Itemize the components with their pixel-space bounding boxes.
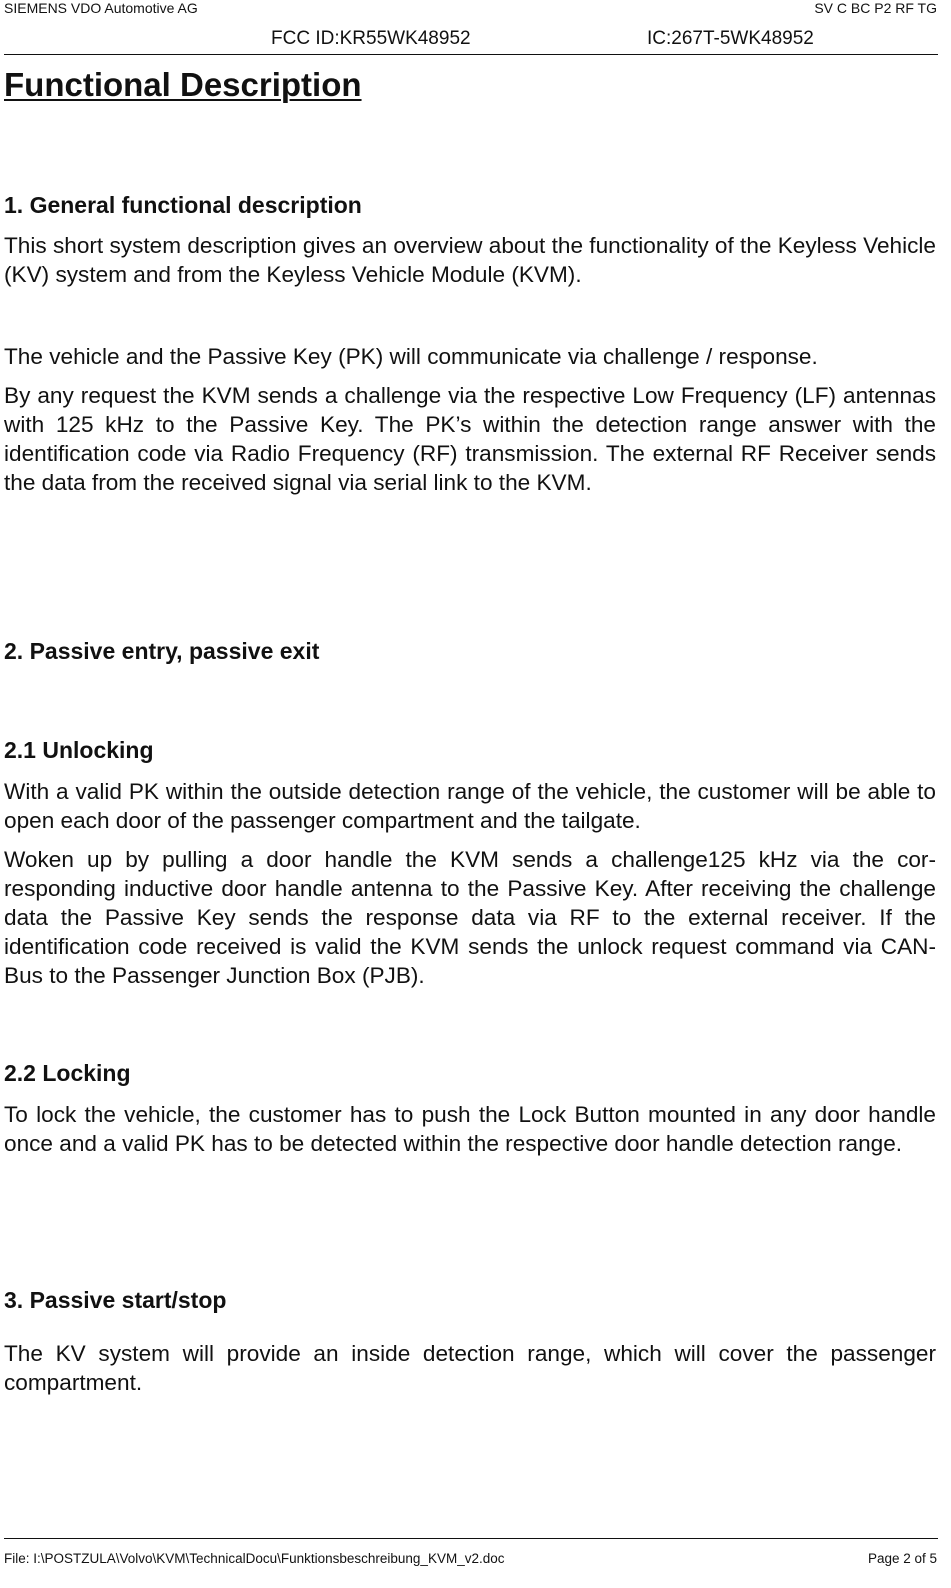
header-department: SV C BC P2 RF TG [814, 0, 937, 16]
section-3-heading: 3. Passive start/stop [4, 1287, 227, 1313]
section-2-1-paragraph-2: Woken up by pulling a door handle the KVM sends a challenge125 kHz via the corresponding inductive door handle antenna to the Passive Key. After receiving the challenge data the Passive Key sends the response data via RF to the external receiver. If the identification code received is valid the KVM sends the unlock request command via CAN-Bus to the Passenger Junction Box (PJB). [4, 847, 936, 988]
header-fcc-id: FCC ID:KR55WK48952 [271, 28, 471, 49]
header-company: SIEMENS VDO Automotive AG [4, 0, 198, 16]
header-ic-id: IC:267T-5WK48952 [647, 28, 814, 49]
section-2-1-heading: 2.1 Unlocking [4, 737, 154, 763]
section-1-paragraph-1: This short system description gives an overview about the functionality of the Keyless Vehicle (KV) system and from the Keyless Vehicle Module (KVM). [4, 233, 936, 287]
section-2-heading: 2. Passive entry, passive exit [4, 638, 320, 664]
section-1-paragraph-3: By any request the KVM sends a challenge via the respective Low Frequency (LF) antennas with 125 kHz to the Passive Key. The PK’s within the detection range answer with the identification code via Radio Frequency (RF) transmission. The external RF Receiver sends the data from the received signal via serial link to the KVM. [4, 383, 936, 495]
footer-page-number: Page 2 of 5 [867, 1551, 937, 1566]
header-divider [4, 54, 938, 55]
section-2-2-heading: 2.2 Locking [4, 1060, 131, 1086]
section-2-2-paragraph-1: To lock the vehicle, the customer has to push the Lock Button mounted in any door handle once and a valid PK has to be detected within the respective door handle detection range. [4, 1102, 936, 1156]
section-1-heading: 1. General functional description [4, 192, 362, 218]
footer-divider [4, 1538, 938, 1539]
section-1-paragraph-2: The vehicle and the Passive Key (PK) will communicate via challenge / response. [4, 344, 818, 369]
footer-file-path: File: I:\POSTZULA\Volvo\KVM\TechnicalDocu\Funktionsbeschreibung_KVM_v2.doc [4, 1551, 505, 1566]
page-title: Functional Description [4, 66, 362, 103]
section-3-paragraph-1: The KV system will provide an inside detection range, which will cover the passenger compartment. [4, 1341, 936, 1395]
section-2-1-paragraph-1: With a valid PK within the outside detection range of the vehicle, the customer will be able to open each door of the passenger compartment and the tailgate. [4, 779, 936, 833]
